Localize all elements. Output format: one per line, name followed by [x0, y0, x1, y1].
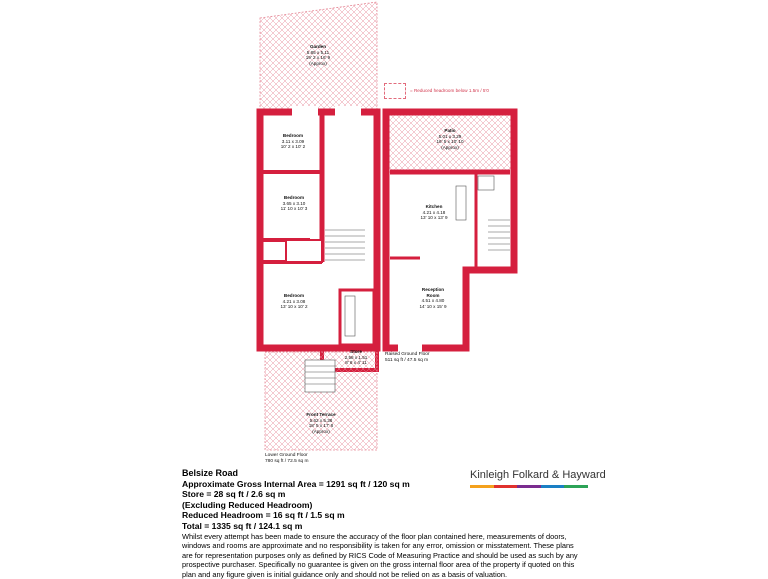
area-line-excluding: (Excluding Reduced Headroom) — [182, 499, 313, 510]
brand-bar-purple — [517, 485, 541, 488]
room-label-bedroom-2: Bedroom 3.65 x 3.10 11' 10 x 10' 3 — [280, 195, 308, 212]
area-line-store: Store = 28 sq ft / 2.6 sq m — [182, 489, 286, 500]
room-label-front-terrace: Front Terrace 5.62 x 5.38 18' 5 x 17' 8 (Approx) — [306, 412, 336, 434]
brand-color-bar — [470, 485, 588, 488]
room-label-bedroom-1: Bedroom 3.11 x 3.09 10' 2 x 10' 2 — [280, 133, 306, 150]
room-label-kitchen: Kitchen 4.21 x 4.18 13' 10 x 13' 9 — [420, 204, 448, 221]
disclaimer-text: Whilst every attempt has been made to ensure the accuracy of the floor plan contained here, measurements of doors, windows and rooms are approximate and no responsibility is taken for any error, omission or misstatement. These plans are for representation purposes only as defined by RICS Code of Measuring Practice and should be used as such by any prospective purchaser. Specifically no guarantee is given on the gross internal floor area of the property if quoted on this plan and any figure given is initial guidance only and should not be relied on as a basis of valuation. — [182, 532, 578, 579]
legend-swatch — [384, 83, 406, 99]
lower-ground-floor-caption: Lower Ground Floor 780 sq ft / 72.5 sq m — [265, 453, 309, 464]
agency-logo — [470, 469, 606, 488]
brand-bar-red — [494, 485, 518, 488]
room-label-bedroom-3: Bedroom 4.21 x 3.08 13' 10 x 10' 2 — [280, 293, 308, 310]
area-line-total: Total = 1335 sq ft / 124.1 sq m — [182, 520, 303, 531]
street-name: Belsize Road — [182, 468, 239, 478]
room-label-patio: Patio 5.01 x 3.29 16' 5 x 10' 10 (Approx) — [436, 128, 464, 150]
raised-ground-floor-caption: Raised Ground Floor 511 sq ft / 47.5 sq m — [385, 352, 430, 363]
brand-bar-blue — [541, 485, 565, 488]
room-label-reception: Reception Room 4.51 x 4.80 14' 10 x 15' 9 — [419, 287, 447, 309]
agency-name: Kinleigh Folkard & Hayward — [470, 469, 606, 481]
area-line-gross: Approximate Gross Internal Area = 1291 sq ft / 120 sq m — [182, 479, 410, 489]
area-line-reduced: Reduced Headroom = 16 sq ft / 1.5 sq m — [182, 510, 345, 521]
brand-bar-green — [564, 485, 588, 488]
brand-bar-orange — [470, 485, 494, 488]
room-label-garden: Garden 5.85 x 5.11 19' 2 x 16' 9 (Approx) — [305, 44, 331, 66]
legend-text: = Reduced headroom below 1.5m / 5'0 — [410, 88, 489, 93]
room-label-store: Store 2.58 x 1.51 8' 6 x 4' 11 — [344, 349, 368, 366]
